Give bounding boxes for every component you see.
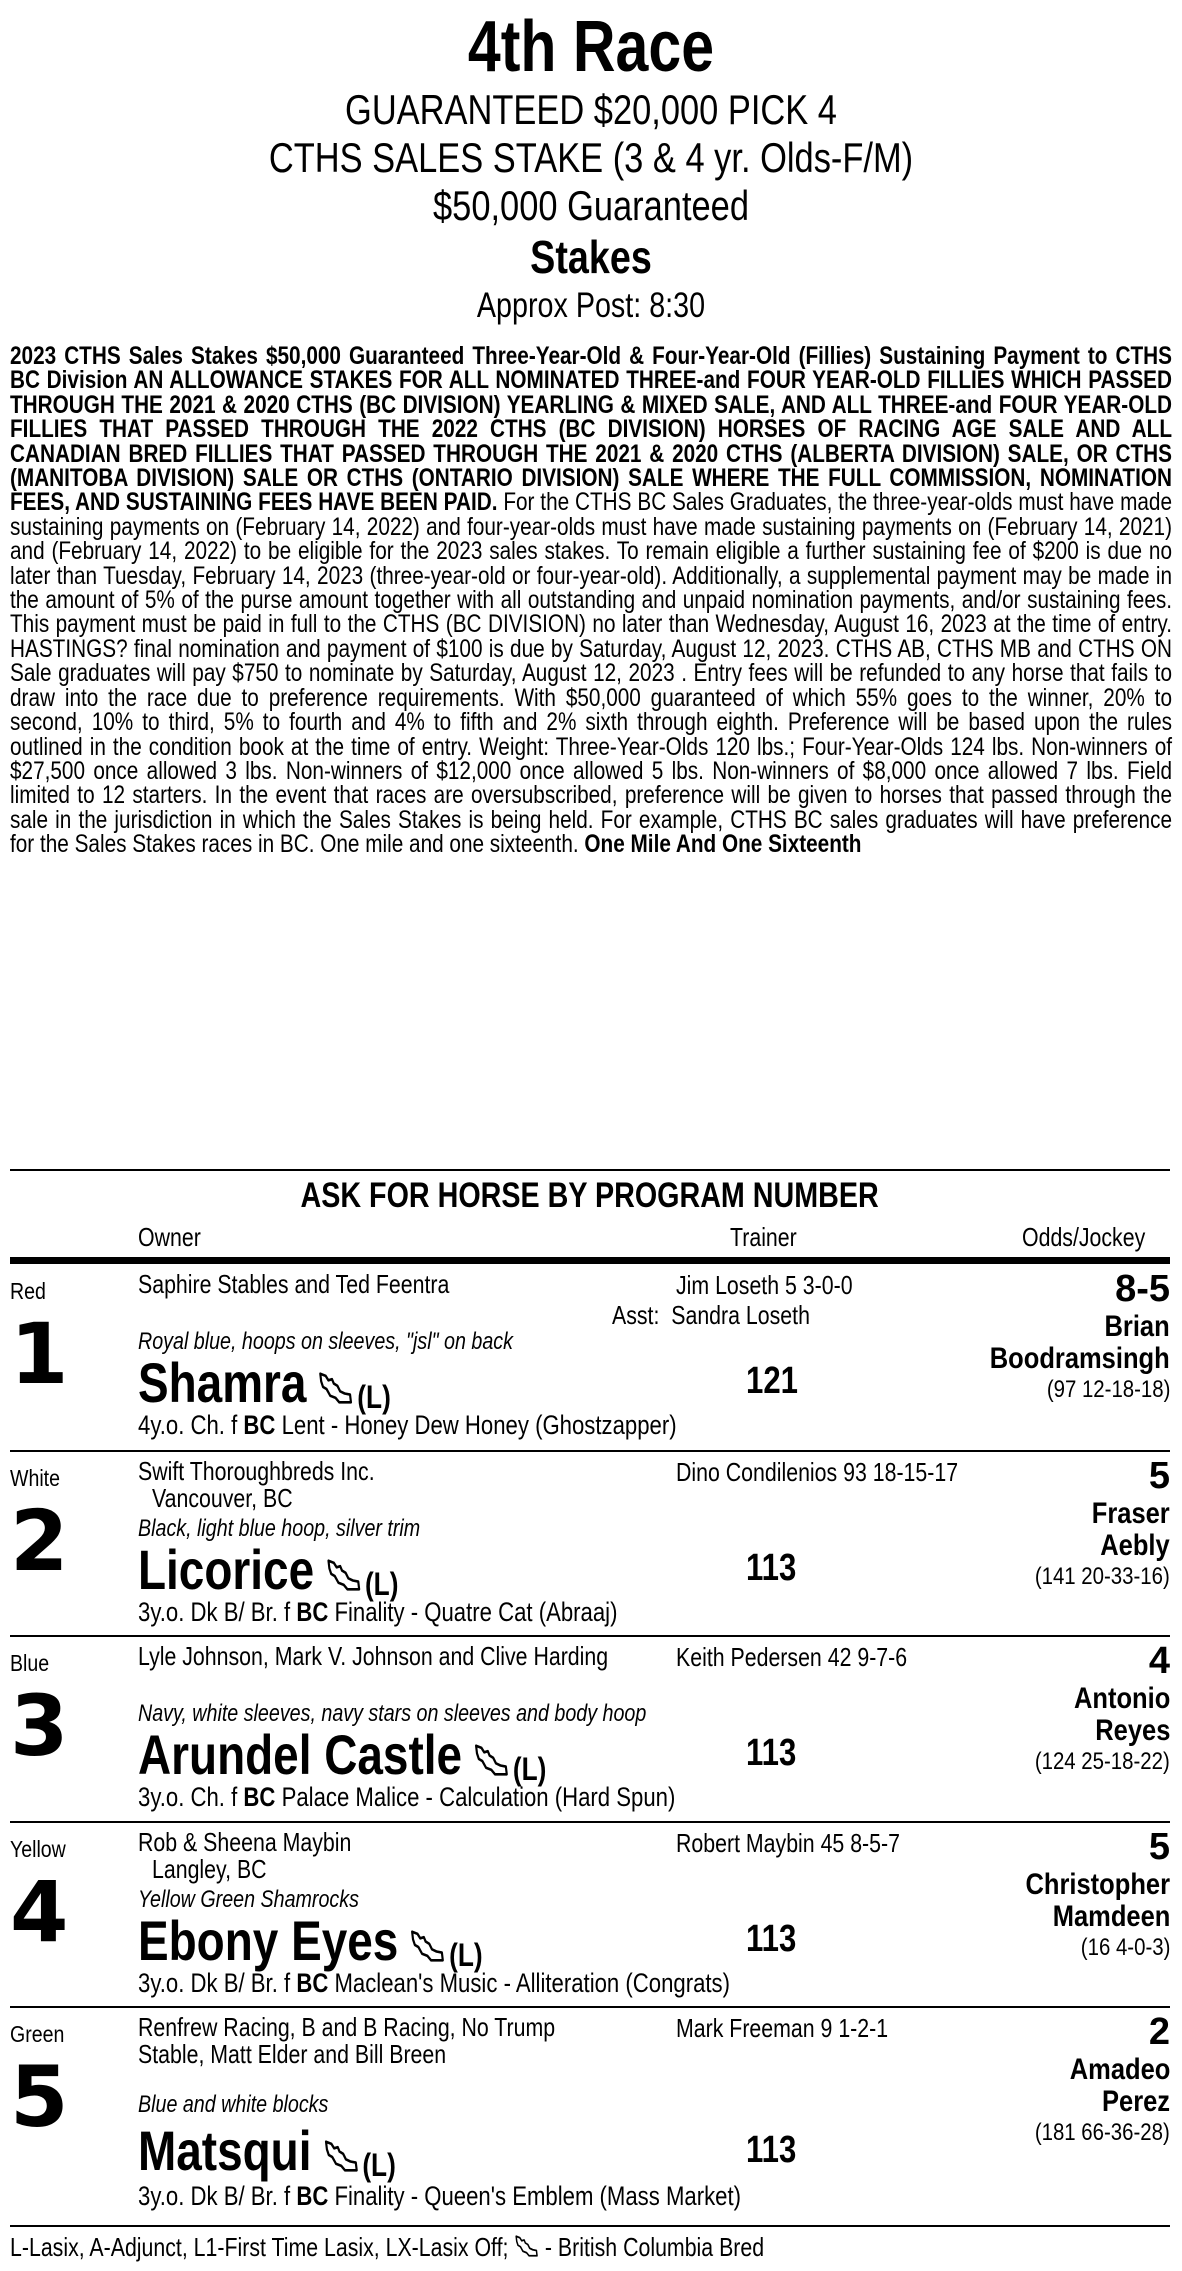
silks-description: Yellow Green Shamrocks (138, 1886, 359, 1913)
race-entry (0, 1455, 1182, 1635)
breeding-age-sex: 4y.o. Ch. f (138, 1410, 238, 1440)
jockey-last-name: Reyes (1094, 1714, 1170, 1747)
jockey-first-name: Christopher (1025, 1868, 1170, 1901)
breeding-bc: BC (243, 1782, 276, 1812)
jockey-last-name: Mamdeen (1052, 1900, 1170, 1933)
trainer: Keith Pedersen 42 9-7-6 (676, 1642, 908, 1672)
bc-province-icon (474, 1729, 510, 1789)
weight: 113 (746, 1547, 797, 1589)
breeding (138, 1782, 675, 1813)
race-conditions (10, 344, 1172, 857)
program-number: 5 (10, 2048, 69, 2146)
breeding (138, 1410, 677, 1441)
saddle-cloth-color: Red (10, 1278, 46, 1304)
entry-divider (10, 1635, 1170, 1637)
jockey-first-name: Fraser (1092, 1497, 1170, 1530)
owner-location: Vancouver, BC (152, 1483, 293, 1513)
race-entry (0, 1268, 1182, 1448)
horse-name: Licorice (138, 1538, 315, 1601)
bc-province-icon (410, 1915, 446, 1975)
owner-name: Renfrew Racing, B and B Racing, No Trump (138, 2012, 556, 2042)
owner-name: Lyle Johnson, Mark V. Johnson and Clive Harding (138, 1641, 609, 1671)
program-number: 2 (10, 1492, 69, 1590)
medication: (L) (512, 1751, 547, 1787)
owner-name: Swift Thoroughbreds Inc. (138, 1456, 375, 1486)
entry-divider (10, 2006, 1170, 2008)
saddle-cloth-color: Green (10, 2021, 65, 2047)
race-entry (0, 2011, 1182, 2211)
jockey-stats: (124 25-18-22) (1035, 1748, 1170, 1775)
trainer-column-header: Trainer (730, 1222, 797, 1252)
odds-jockey-column-header: Odds/Jockey (1022, 1222, 1146, 1252)
jockey-last-name: Aebly (1100, 1529, 1170, 1562)
breeding-pedigree: Maclean's Music - Alliteration (Congrats) (334, 1968, 730, 1998)
jockey-first-name: Amadeo (1069, 2053, 1170, 2086)
legend-text: L-Lasix, A-Adjunct, L1-First Time Lasix, LX-Lasix Off; (10, 2232, 509, 2262)
legend-bc-text: - British Columbia Bred (544, 2232, 765, 2262)
saddle-cloth-color: White (10, 1465, 60, 1491)
trainer: Robert Maybin 45 8-5-7 (676, 1828, 900, 1858)
race-name: CTHS SALES STAKE (3 & 4 yr. Olds-F/M) (268, 134, 914, 181)
breeding-age-sex: 3y.o. Dk B/ Br. f (138, 1968, 291, 1998)
morning-line-odds: 5 (1148, 1455, 1170, 1497)
distance: One Mile And One Sixteenth (584, 830, 862, 859)
trainer: Mark Freeman 9 1-2-1 (676, 2013, 889, 2043)
breeding-age-sex: 3y.o. Dk B/ Br. f (138, 2181, 291, 2211)
conditions-body: For the CTHS BC Sales Graduates, the three-year-olds must have made sustaining payments on (February 14, 2022) and four-year-olds must have made sustaining payments on (February 14, 2021) and (February 14, 2022) to be eligible for the 2023 sales stakes. To remain eligible a further sustaining fee of $200 is due no later than Tuesday, February 14, 2023 (three-year-old or four-year-old). Additionally, a supplemental payment may be made in the amount of 5% of the purse amount together with all outstanding and unpaid nomination payments, and/or sustaining fees. This payment must be paid in full to the CTHS (BC DIVISION) no later than Wednesday, August 16, 2023 at the time of entry. HASTINGS? final nomination and payment of $100 is due by Saturday, August 12, 2023. CTHS AB, CTHS MB and CTHS ON Sale graduates will pay $750 to nominate by Saturday, August 12, 2023 . Entry fees will be refunded to any horse that fails to draw into the race due to preference requirements. With $50,000 guaranteed of which 55% goes to the winner, 20% to second, 10% to third, 5% to fourth and 4% to fifth and 2% sixth through eighth. Preference will be based upon the rules outlined in the condition book at the time of entry. Weight: Three-Year-Olds 120 lbs.; Four-Year-Olds 124 lbs. Non-winners of $27,500 once allowed 3 lbs. Non-winners of $12,000 once allowed 5 lbs. Non-winners of $8,000 once allowed 7 lbs. Field limited to 12 starters. In the event that races are oversubscribed, preference will be given to horses that passed through the sale in the jurisdiction in which the Sales Stakes is being held. For example, CTHS BC sales graduates will have preference for the Sales Stakes races in BC. One mile and one sixteenth. (10, 488, 1172, 859)
jockey-last-name: Boodramsingh (990, 1342, 1170, 1375)
race-entry (0, 1640, 1182, 1820)
breeding-pedigree: Lent - Honey Dew Honey (Ghostzapper) (281, 1410, 677, 1440)
breeding-bc: BC (296, 2181, 329, 2211)
breeding-pedigree: Palace Malice - Calculation (Hard Spun) (281, 1782, 676, 1812)
morning-line-odds: 4 (1148, 1640, 1170, 1682)
jockey-stats: (181 66-36-28) (1035, 2119, 1170, 2146)
divider (10, 1169, 1170, 1171)
owner-location: Langley, BC (152, 1854, 267, 1884)
bc-province-icon (326, 1544, 362, 1604)
conditions-bold: 2023 CTHS Sales Stakes $50,000 Guaranteed Three-Year-Old & Four-Year-Old (Fillies) Sustaining Payment to CTHS BC Division AN ALLOWANCE STAKES FOR ALL NOMINATED THREE-and FOUR YEAR-OLD FILLIES WHICH PASSED THROUGH THE 2021 & 2020 CTHS (BC DIVISION) YEARLING & MIXED SALE, AND ALL THREE-and FOUR YEAR-OLD FILLIES THAT PASSED THROUGH THE 2022 CTHS (BC DIVISION) HORSES OF RACING AGE SALE AND ALL CANADIAN BRED FILLIES THAT PASSED THROUGH THE 2021 & 2020 CTHS (ALBERTA DIVISION) SALE, OR CTHS (MANITOBA DIVISION) SALE OR CTHS (ONTARIO DIVISION) SALE WHERE THE FULL COMMISSION, NOMINATION FEES, AND SUSTAINING FEES HAVE BEEN PAID. (10, 342, 1172, 517)
weight: 113 (746, 1918, 797, 1960)
medication: (L) (357, 1379, 391, 1415)
horse-name: Arundel Castle (138, 1723, 463, 1786)
breeding (138, 1968, 730, 1999)
entry-divider (10, 1821, 1170, 1823)
saddle-cloth-color: Yellow (10, 1836, 66, 1862)
breeding-age-sex: 3y.o. Dk B/ Br. f (138, 1597, 291, 1627)
medication: (L) (364, 1566, 399, 1602)
silks-description: Black, light blue hoop, silver trim (138, 1515, 421, 1542)
post-time: Approx Post: 8:30 (476, 286, 706, 325)
owner-name: Rob & Sheena Maybin (138, 1827, 352, 1857)
breeding-bc: BC (243, 1410, 276, 1440)
divider (10, 2225, 1170, 2227)
breeding-bc: BC (296, 1597, 329, 1627)
trainer: Dino Condilenios 93 18-15-17 (676, 1457, 959, 1487)
bc-province-icon (323, 2125, 359, 2185)
saddle-cloth-color: Blue (10, 1650, 50, 1676)
weight: 113 (746, 2129, 797, 2171)
bc-province-icon (514, 2234, 539, 2265)
breeding-pedigree: Finality - Quatre Cat (Abraaj) (334, 1597, 618, 1627)
race-title: 4th Race (467, 7, 715, 87)
jockey-stats: (97 12-18-18) (1046, 1376, 1170, 1403)
assistant-trainer: Asst: Sandra Loseth (612, 1300, 810, 1330)
breeding (138, 1597, 617, 1628)
owner-column-header: Owner (138, 1222, 201, 1252)
medication: (L) (449, 1937, 483, 1973)
jockey-first-name: Brian (1104, 1310, 1170, 1343)
jockey-first-name: Antonio (1073, 1682, 1170, 1715)
medication: (L) (362, 2147, 396, 2183)
program-number-header: ASK FOR HORSE BY PROGRAM NUMBER (300, 1176, 880, 1215)
breeding-bc: BC (296, 1968, 329, 1998)
morning-line-odds: 8-5 (1115, 1268, 1170, 1310)
program-number: 4 (10, 1863, 69, 1961)
jockey-stats: (141 20-33-16) (1035, 1563, 1170, 1590)
owner-name: Saphire Stables and Ted Feentra (138, 1269, 450, 1299)
program-number: 3 (10, 1677, 69, 1775)
jockey-last-name: Perez (1101, 2085, 1170, 2118)
purse: $50,000 Guaranteed (433, 182, 749, 229)
horse-name: Ebony Eyes (138, 1909, 399, 1972)
entry-divider (10, 1450, 1170, 1452)
legend (10, 2232, 764, 2265)
silks-description: Navy, white sleeves, navy stars on sleeves and body hoop (138, 1700, 647, 1727)
race-type: Stakes (530, 231, 652, 283)
weight: 121 (746, 1360, 798, 1402)
weight: 113 (746, 1732, 797, 1774)
pick-4-line: GUARANTEED $20,000 PICK 4 (345, 86, 837, 133)
morning-line-odds: 2 (1148, 2011, 1170, 2053)
silks-description: Blue and white blocks (138, 2091, 329, 2118)
breeding-pedigree: Finality - Queen's Emblem (Mass Market) (334, 2181, 742, 2211)
morning-line-odds: 5 (1148, 1826, 1170, 1868)
race-header (0, 0, 1182, 328)
owner-location: Stable, Matt Elder and Bill Breen (138, 2039, 447, 2069)
program-number: 1 (10, 1305, 69, 1403)
horse-name: Matsqui (138, 2119, 312, 2182)
bc-province-icon (318, 1357, 354, 1417)
race-entry (0, 1826, 1182, 2006)
jockey-stats: (16 4-0-3) (1080, 1934, 1170, 1961)
silks-description: Royal blue, hoops on sleeves, "jsl" on back (138, 1328, 513, 1355)
breeding-age-sex: 3y.o. Ch. f (138, 1782, 238, 1812)
horse-name: Shamra (138, 1351, 307, 1414)
breeding (138, 2181, 741, 2212)
trainer: Jim Loseth 5 3-0-0 (676, 1270, 853, 1300)
header-thick-rule (10, 1257, 1170, 1264)
